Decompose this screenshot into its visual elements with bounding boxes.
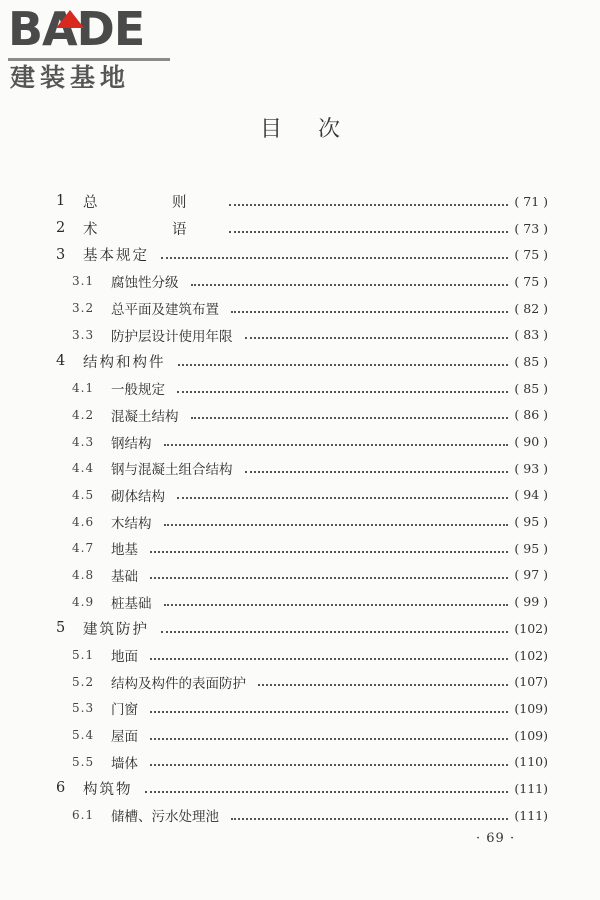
toc-entry-number: 4.6 [72,514,95,529]
toc-entry-label: 术 语 [83,221,217,238]
toc-entry-page: ( 71 ) [514,193,548,209]
footer-page-number: · 69 · [476,831,516,846]
toc-entry[interactable] [56,268,548,295]
toc-dot-leader [229,230,509,233]
toc-entry-page: (107) [514,674,548,690]
toc-entry-number: 4.3 [72,434,95,449]
toc-entry-number: 4.1 [72,381,95,396]
toc-dot-leader [150,763,508,766]
toc-entry-label: 基本规定 [83,248,149,265]
toc-entry-number: 3.3 [72,327,95,342]
toc-entry-page: ( 75 ) [514,247,548,263]
toc-entry[interactable] [56,748,548,775]
toc-entry-number: 4.7 [72,541,95,556]
logo-subtitle: 建装基地 [10,63,131,92]
toc-entry[interactable] [56,775,548,802]
logo-brand-text: BADE [8,2,145,56]
toc-entry-page: ( 83 ) [514,327,548,343]
toc-entry[interactable] [56,535,548,562]
toc-entry-number: 3.1 [72,274,95,289]
toc-entry[interactable] [56,428,548,455]
toc-entry-label: 墙体 [111,755,138,772]
toc-entry-label: 地面 [111,649,138,666]
toc-entry[interactable] [56,695,548,722]
toc-entry-number: 4 [56,353,66,370]
toc-dot-leader [177,390,508,393]
toc-dot-leader [150,550,508,553]
toc-dot-leader [231,310,508,313]
toc-entry-number: 5.4 [72,728,95,743]
toc-entry-label: 木结构 [111,515,152,532]
toc-dot-leader [229,203,509,206]
toc-entry-page: ( 94 ) [514,487,548,503]
toc-entry-number: 1 [56,193,66,210]
toc-entry[interactable] [56,215,548,242]
toc-entry[interactable] [56,615,548,642]
toc-entry-page: ( 75 ) [514,273,548,289]
toc-entry-number: 3.2 [72,301,95,316]
toc-entry[interactable] [56,642,548,669]
toc-entry-label: 屋面 [111,729,138,746]
toc-dot-leader [161,256,508,259]
toc-entry-number: 4.9 [72,594,95,609]
toc-entry-page: (111) [514,780,548,796]
toc-dot-leader [150,657,508,660]
toc-entry-label: 地基 [111,542,138,559]
toc-entry-number: 4.5 [72,487,95,502]
toc-entry-label: 一般规定 [111,382,165,399]
toc-dot-leader [258,683,508,686]
toc-entry[interactable] [56,802,548,829]
toc-entry-number: 3 [56,246,66,263]
toc-entry-page: ( 93 ) [514,460,548,476]
toc-entry-label: 总平面及建筑布置 [111,302,219,319]
toc-entry-label: 钢与混凝土组合结构 [111,462,233,479]
toc-entry-number: 5.5 [72,754,95,769]
toc-entry[interactable] [56,295,548,322]
toc-entry-label: 结构及构件的表面防护 [111,675,246,692]
toc-entry-label: 防护层设计使用年限 [111,328,233,345]
toc-entry[interactable] [56,321,548,348]
toc-entry-page: ( 82 ) [514,300,548,316]
toc-entry-number: 5.2 [72,674,95,689]
toc-entry-label: 混凝土结构 [111,408,179,425]
toc-entry-label: 砌体结构 [111,488,165,505]
toc-entry-page: ( 85 ) [514,380,548,396]
toc-entry-number: 5 [56,620,66,637]
toc-entry[interactable] [56,562,548,589]
toc-dot-leader [164,523,509,526]
toc-entry-page: ( 90 ) [514,434,548,450]
toc-entry-label: 门窗 [111,702,138,719]
toc-entry-page: (102) [514,647,548,663]
toc-entry[interactable] [56,348,548,375]
toc-entry[interactable] [56,188,548,215]
toc-entry[interactable] [56,722,548,749]
toc-entry-page: ( 95 ) [514,514,548,530]
toc-dot-leader [231,817,508,820]
toc-dot-leader [191,416,509,419]
toc-entry[interactable] [56,588,548,615]
toc-dot-leader [150,737,508,740]
toc-dot-leader [164,443,509,446]
toc-dot-leader [178,363,509,366]
toc-entry-page: ( 73 ) [514,220,548,236]
toc-dot-leader [150,710,508,713]
toc-entry[interactable] [56,482,548,509]
toc-entry-page: ( 85 ) [514,353,548,369]
toc-entry-label: 桩基础 [111,595,152,612]
toc-entry-page: ( 95 ) [514,540,548,556]
toc-dot-leader [145,790,509,793]
toc-entry-page: (109) [514,700,548,716]
page-title: 目次 [259,117,376,142]
toc-entry-number: 5.1 [72,648,95,663]
toc-entry-page: ( 86 ) [514,407,548,423]
toc-entry-label: 建筑防护 [83,621,149,638]
toc-entry-page: (110) [514,754,548,770]
toc-entry-label: 腐蚀性分级 [111,275,179,292]
toc-dot-leader [245,336,509,339]
toc-entry[interactable] [56,455,548,482]
toc-entry-number: 4.2 [72,407,95,422]
toc-entry[interactable] [56,668,548,695]
toc-entry-label: 构筑物 [83,781,133,798]
toc-entry-number: 6 [56,780,66,797]
toc-entry[interactable] [56,375,548,402]
toc-entry-page: (102) [514,620,548,636]
toc-dot-leader [150,576,508,579]
toc-dot-leader [177,496,508,499]
toc-dot-leader [161,630,508,633]
table-of-contents [56,188,548,829]
toc-entry-number: 4.8 [72,567,95,582]
toc-entry[interactable] [56,402,548,429]
toc-entry-label: 基础 [111,568,138,585]
toc-entry-number: 5.3 [72,701,95,716]
toc-entry-number: 2 [56,220,66,237]
toc-dot-leader [191,283,509,286]
toc-dot-leader [164,603,509,606]
bade-logo [8,2,178,92]
toc-entry-page: ( 97 ) [514,567,548,583]
logo-red-triangle-icon [56,10,84,28]
toc-entry-page: ( 99 ) [514,594,548,610]
toc-entry-number: 6.1 [72,808,95,823]
toc-entry-label: 结构和构件 [83,354,166,371]
logo-divider [8,58,170,61]
toc-entry-label: 总 则 [83,194,217,211]
toc-entry-number: 4.4 [72,461,95,476]
toc-entry[interactable] [56,241,548,268]
toc-entry-label: 钢结构 [111,435,152,452]
toc-entry-page: (109) [514,727,548,743]
toc-entry-label: 储槽、污水处理池 [111,809,219,826]
toc-entry-page: (111) [514,807,548,823]
toc-dot-leader [245,470,509,473]
toc-entry[interactable] [56,508,548,535]
